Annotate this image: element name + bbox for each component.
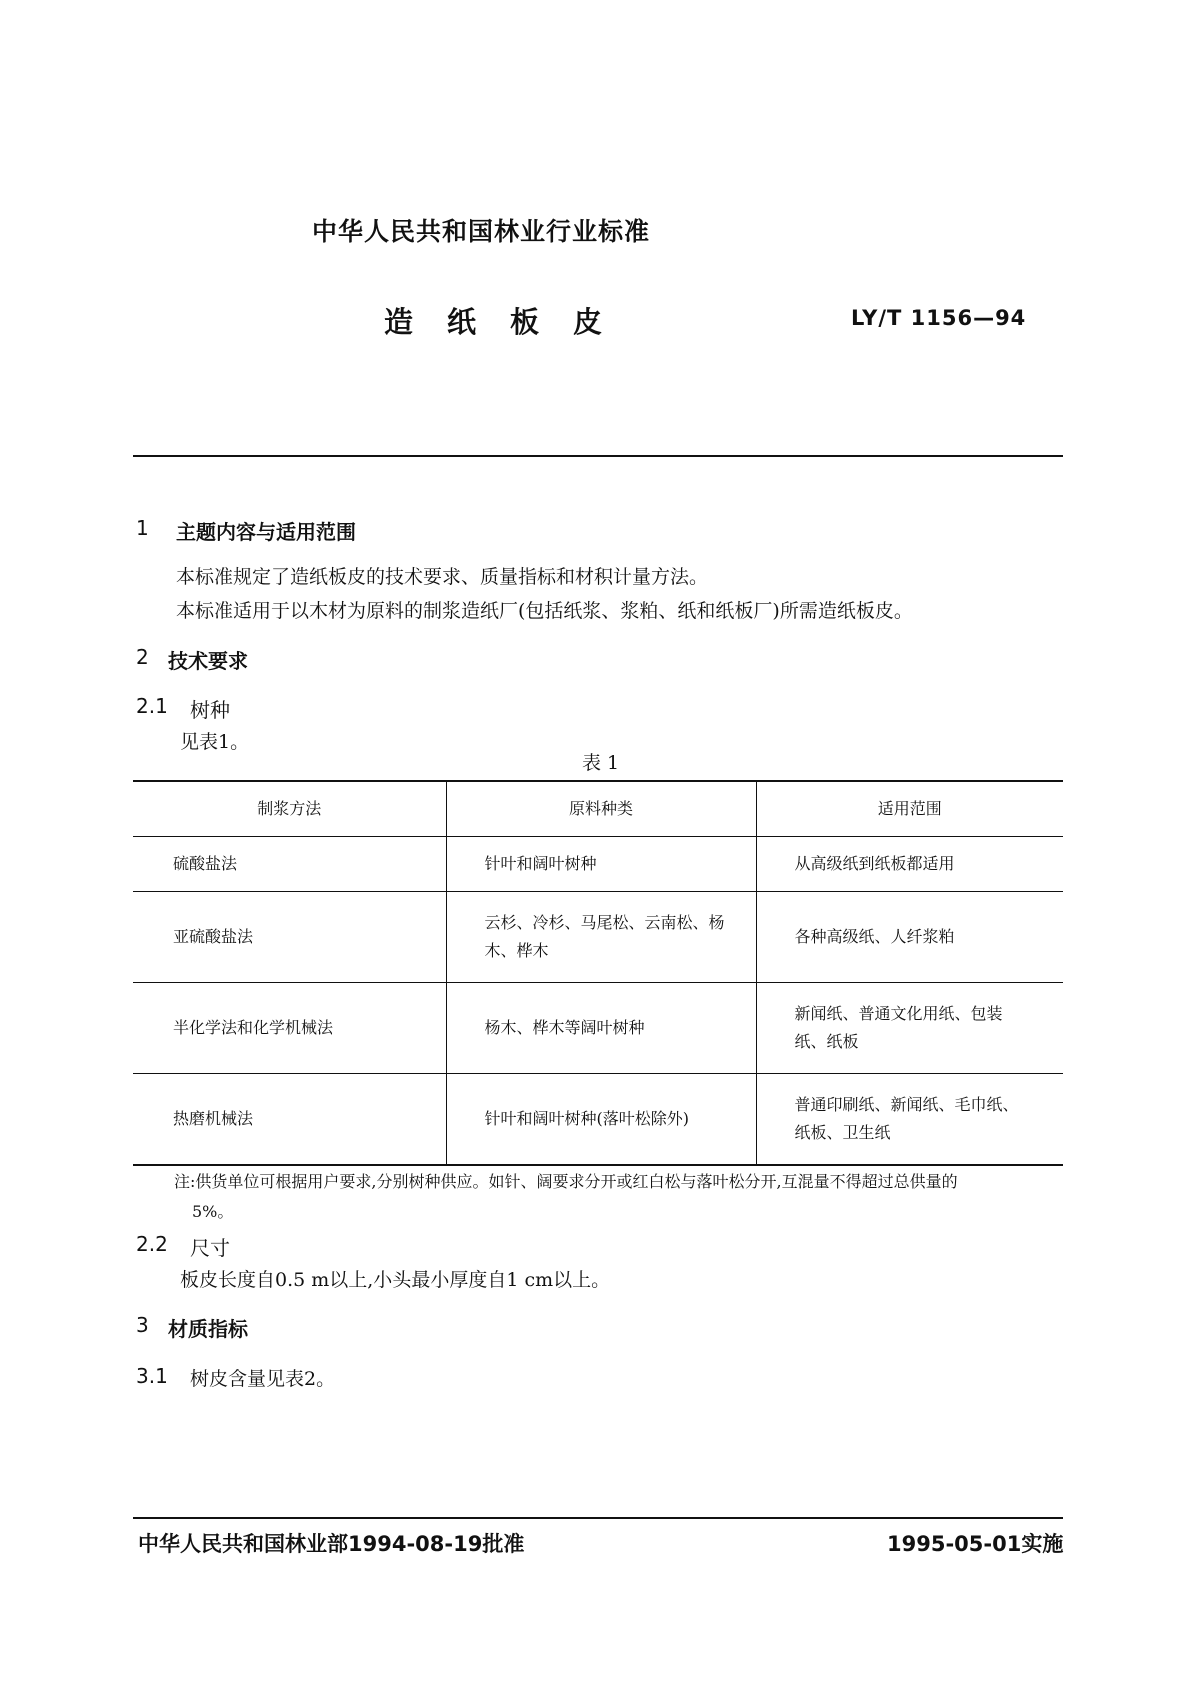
cell-method: 半化学法和化学机械法 [133, 983, 446, 1074]
section-1-paragraph-2: 本标准适用于以木材为原料的制浆造纸厂(包括纸浆、浆粕、纸和纸板厂)所需造纸板皮。 [176, 600, 913, 622]
cell-material [446, 1074, 756, 1165]
section-3-1-text: 树皮含量见表2。 [190, 1368, 336, 1390]
section-3-number: 3 [136, 1313, 149, 1337]
effective-date: 1995-05-01实施 [887, 1532, 1064, 1556]
section-1-number: 1 [136, 516, 149, 540]
section-2-1-paragraph: 见表1。 [180, 731, 250, 753]
section-2-2-paragraph: 板皮长度自0.5 m以上,小头最小厚度自1 cm以上。 [180, 1269, 611, 1291]
cell-method: 硫酸盐法 [133, 837, 446, 892]
cell-scope [756, 983, 1063, 1074]
table-1-note: 注:供货单位可根据用户要求,分别树种供应。如针、阔要求分开或红白松与落叶松分开,互混量不得超过总供量的 [174, 1172, 958, 1191]
column-header-scope: 适用范围 [756, 781, 1063, 837]
cell-text-line: 针叶和阔叶树种 [484, 854, 597, 873]
section-2-1-title: 树种 [190, 698, 230, 722]
cell-material [446, 837, 756, 892]
cell-text-line: 从高级纸到纸板都适用 [794, 854, 955, 873]
cell-text-line: 新闻纸、普通文化用纸、包装 [794, 1004, 1003, 1023]
column-header-material: 原料种类 [446, 781, 756, 837]
table-1 [133, 780, 1063, 1166]
column-header-method: 制浆方法 [133, 781, 446, 837]
table-row [133, 1074, 1063, 1165]
approval-statement: 中华人民共和国林业部1994-08-19批准 [138, 1532, 525, 1556]
cell-text-line: 木、桦木 [484, 941, 549, 960]
table-1-note-continued: 5%。 [192, 1202, 234, 1221]
cell-text-line: 各种高级纸、人纤浆粕 [794, 927, 955, 946]
cell-text-line: 针叶和阔叶树种(落叶松除外) [484, 1108, 689, 1128]
section-2-2-title: 尺寸 [190, 1236, 230, 1260]
table-row [133, 837, 1063, 892]
section-1-paragraph-1: 本标准规定了造纸板皮的技术要求、质量指标和材积计量方法。 [176, 566, 709, 588]
cell-text-line: 普通印刷纸、新闻纸、毛巾纸、 [794, 1094, 1019, 1114]
cell-scope [756, 837, 1063, 892]
section-3-1-number: 3.1 [136, 1364, 168, 1388]
section-2-number: 2 [136, 645, 149, 669]
standard-code: LY/T 1156—94 [851, 306, 1027, 330]
cell-material [446, 892, 756, 983]
section-2-title: 技术要求 [168, 649, 248, 673]
footer-divider [133, 1517, 1063, 1519]
header-divider [133, 455, 1063, 457]
cell-text-line: 云杉、冷杉、马尾松、云南松、杨 [484, 913, 725, 932]
section-2-1-number: 2.1 [136, 694, 168, 718]
cell-text-line: 杨木、桦木等阔叶树种 [484, 1018, 645, 1037]
issuing-standard-header: 中华人民共和国林业行业标准 [312, 217, 651, 246]
cell-method: 热磨机械法 [133, 1074, 446, 1165]
cell-method: 亚硫酸盐法 [133, 892, 446, 983]
table-row [133, 983, 1063, 1074]
document-title: 造纸板皮 [384, 305, 637, 339]
table-1-caption: 表 1 [582, 752, 620, 774]
table-header-row [133, 781, 1063, 837]
cell-material [446, 983, 756, 1074]
cell-text-line: 纸板、卫生纸 [794, 1122, 891, 1142]
cell-scope [756, 892, 1063, 983]
cell-scope [756, 1074, 1063, 1165]
table-row [133, 892, 1063, 983]
section-2-2-number: 2.2 [136, 1232, 168, 1256]
cell-text-line: 纸、纸板 [794, 1032, 859, 1051]
section-1-title: 主题内容与适用范围 [176, 520, 356, 544]
section-3-title: 材质指标 [168, 1317, 248, 1341]
